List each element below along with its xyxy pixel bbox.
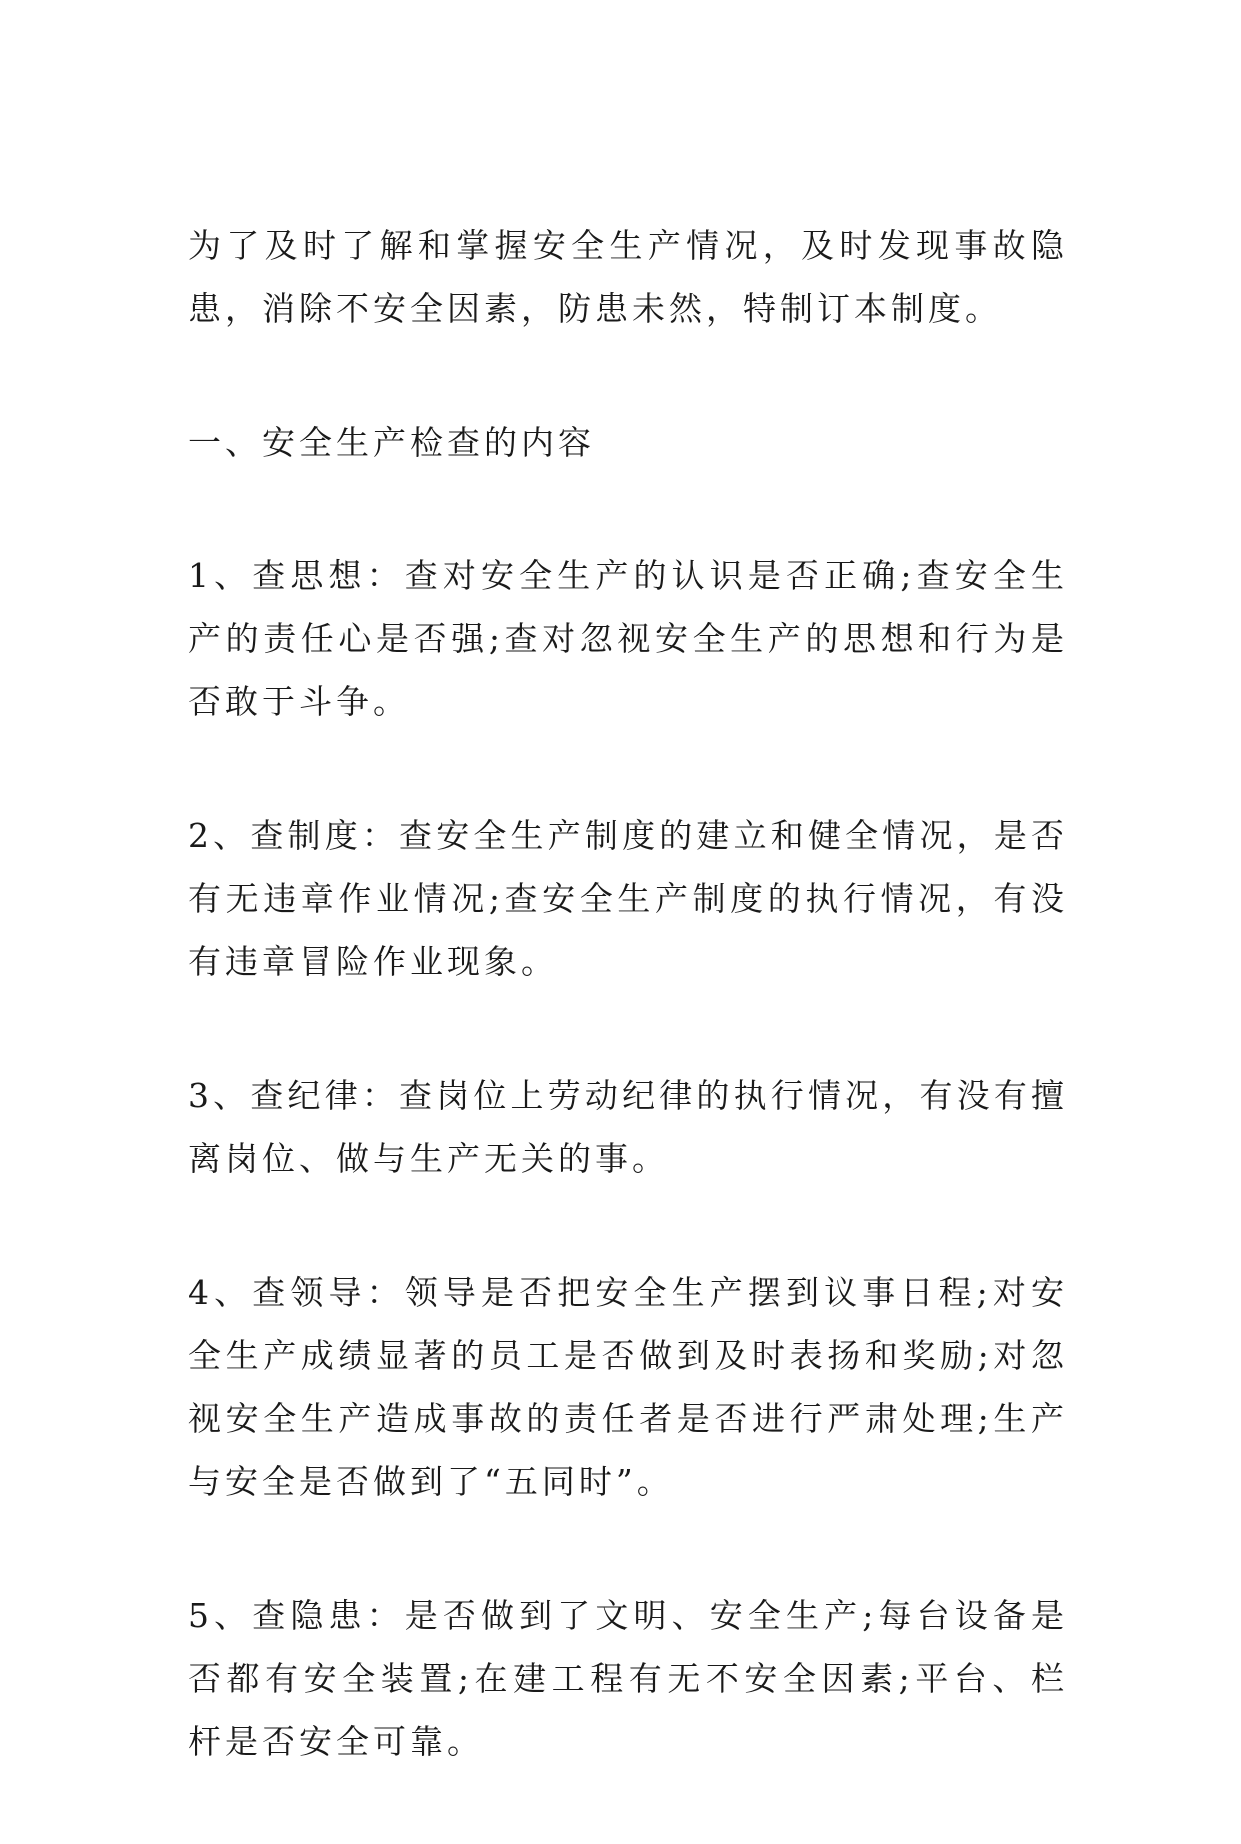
document-body	[188, 214, 1068, 1844]
item-1-paragraph: 1、查思想：查对安全生产的认识是否正确;查安全生产的责任心是否强;查对忽视安全生产的思想和行为是否敢于斗争。	[188, 556, 1068, 721]
intro-paragraph: 为了及时了解和掌握安全生产情况，及时发现事故隐患，消除不安全因素，防患未然，特制订本制度。	[188, 226, 1068, 328]
section-heading: 一、安全生产检查的内容	[188, 423, 595, 462]
item-5-paragraph: 5、查隐患：是否做到了文明、安全生产;每台设备是否都有安全装置;在建工程有无不安全因素;平台、栏杆是否安全可靠。	[188, 1596, 1068, 1761]
item-3-paragraph: 3、查纪律：查岗位上劳动纪律的执行情况，有没有擅离岗位、做与生产无关的事。	[188, 1076, 1068, 1178]
item-2-paragraph: 2、查制度：查安全生产制度的建立和健全情况，是否有无违章作业情况;查安全生产制度的执行情况，有没有违章冒险作业现象。	[188, 816, 1068, 981]
item-4-paragraph: 4、查领导：领导是否把安全生产摆到议事日程;对安全生产成绩显著的员工是否做到及时表扬和奖励;对忽视安全生产造成事故的责任者是否进行严肃处理;生产与安全是否做到了“五同时”。	[188, 1273, 1068, 1501]
